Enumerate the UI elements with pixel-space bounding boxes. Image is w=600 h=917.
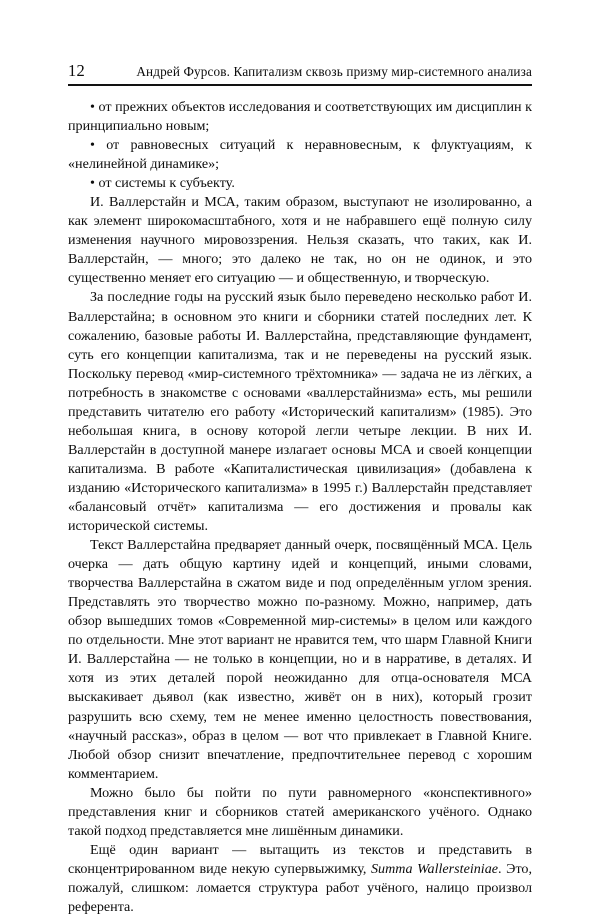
body-text	[68, 98, 532, 917]
bullet-item: • от прежних объектов исследования и соответствующих им дисциплин к принципиально новым;	[68, 99, 532, 135]
paragraph: За последние годы на русский язык было переведено несколько работ И. Валлерстайна; в основном это книги и сборники статей последних лет. К сожалению, базовые работы И. Валлерстайна, представляющие фундамент, суть его концепции капитализма, так и не переведены на русский язык. Поскольку перевод «мир-системного трёхтомника» — задача не из лёгких, а потребность в знакомстве с основами «валлерстайнизма» есть, мы решили представить читателю его работу «Исторический капитализм» (1985). Это небольшая книга, в основу которой легли четыре лекции. В них И. Валлерстайн в доступной манере излагает основы МСА и своей концепции капитализма. В работе «Капиталистическая цивилизация» (добавлена к изданию «Исторического капитализма» в 1995 г.) Валлерстайн представляет «балансовый отчёт» капитализма — его достижения и провалы как исторической системы.	[68, 289, 532, 535]
bullet-item: • от равновесных ситуаций к неравновесным, к флуктуациям, к «нелинейной динамике»;	[68, 137, 532, 173]
page-number: 12	[68, 61, 86, 80]
header-rule-divider	[68, 84, 532, 86]
bullet-item: • от системы к субъекту.	[90, 175, 235, 192]
running-header	[68, 62, 532, 82]
page-text-block	[68, 62, 532, 917]
final-text-after-title: . Это, пожалуй, слишком: ломается структура работ учёного, налицо произвол референта.	[68, 860, 532, 915]
paragraph-final	[68, 841, 532, 917]
running-header-title: Андрей Фурсов. Капитализм сквозь призму мир-системного анализа	[136, 64, 532, 79]
paragraph: Текст Валлерстайна предваряет данный очерк, посвящённый МСА. Цель очерка — дать общую картину идей и концепций, иными словами, творчества Валлерстайна в сжатом виде и под определённым углом зрения. Представлять это творчество можно по-разному. Можно, например, дать обзор вышедших томов «Современной мир-системы» в целом или каждого по отдельности. Мне этот вариант не нравится тем, что шарм Главной Книги И. Валлерстайна — не только в концепции, но и в нарративе, в деталях. И хотя из этих деталей порой неожиданно для отца-основателя МСА выскакивает дьявол (как известно, живёт он в них), который грозит разрушить всю схему, тем не менее именно целостность повествования, «научный рассказ», образ в целом — вот что привлекает в Главной Книге. Любой обзор снизит впечатление, предпочтительнее перевод с хорошим комментарием.	[68, 537, 532, 782]
latin-work-title: Summa Wallersteiniae	[371, 860, 499, 877]
paragraph: Можно было бы пойти по пути равномерного «конспективного» представления книг и сборников статей американского учёного. Однако такой подход представляется мне лишённым динамики.	[68, 784, 532, 839]
paragraph: И. Валлерстайн и МСА, таким образом, выступают не изолированно, а как элемент широкомасштабного, хотя и не набравшего ещё полную силу изменения научного мировоззрения. Нельзя сказать, что таких, как И. Валлерстайн, — много; это далеко не так, но он не одинок, и это существенно меняет его ситуацию — и общественную, и творческую.	[68, 194, 532, 287]
final-text-before-title: Ещё один вариант — вытащить из текстов и представить в сконцентрированном виде некую супервыжимку,	[68, 841, 532, 877]
